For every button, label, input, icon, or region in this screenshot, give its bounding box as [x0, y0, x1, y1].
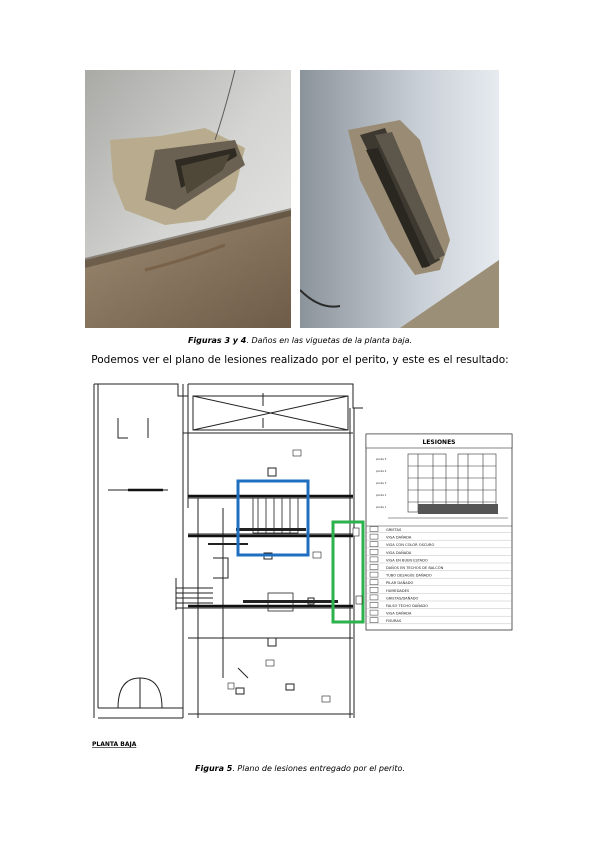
- photo-joist-damage-1: [85, 70, 291, 328]
- figure-5-caption-label: Figura 5: [195, 764, 233, 773]
- damage-legend: [366, 434, 512, 630]
- legend-symbol: [370, 618, 378, 623]
- legend-symbol: [370, 549, 378, 554]
- legend-symbol: [370, 610, 378, 615]
- legend-item-label: PILAR DAÑADO: [386, 581, 414, 586]
- legend-item-label: FALSO TECHO DAÑADO: [386, 604, 429, 608]
- legend-item-label: DAÑOS EN TECHOS DE BALCÓN: [386, 566, 444, 570]
- figures-3-4-caption: [0, 336, 600, 345]
- legend-title: LESIONES: [422, 439, 456, 446]
- svg-text:planta 4: planta 4: [376, 470, 387, 473]
- legend-symbol: [370, 542, 378, 547]
- figures-3-4-caption-text: . Daños en las viguetas de la planta baja.: [246, 336, 413, 345]
- legend-item-label: GRIETAS/DAÑADO: [386, 596, 419, 601]
- legend-symbol: [370, 595, 378, 600]
- legend-item-label: FISURAS: [386, 619, 402, 624]
- damage-floor-plan: [88, 378, 514, 754]
- legend-item-label: GRIETAS: [386, 528, 402, 532]
- plan-label: PLANTA BAJA: [92, 741, 137, 748]
- intro-paragraph: Podemos ver el plano de lesiones realizado por el perito, y este es el resultado:: [91, 354, 509, 366]
- legend-symbol: [370, 580, 378, 585]
- legend-symbol: [370, 603, 378, 608]
- figure-5-caption: [0, 764, 600, 773]
- svg-text:planta 2: planta 2: [376, 494, 387, 497]
- legend-item-label: VIGA CON COLOR OSCURO: [386, 543, 435, 548]
- legend-symbol: [370, 557, 378, 562]
- legend-item-label: VIGA EN BUEN ESTADO: [386, 558, 428, 563]
- legend-symbol: [370, 565, 378, 570]
- legend-item-label: VIGA DAÑADA: [386, 550, 412, 555]
- figures-3-4-caption-label: Figuras 3 y 4: [187, 336, 247, 345]
- legend-symbol: [370, 527, 378, 532]
- legend-symbol: [370, 534, 378, 539]
- legend-item-label: TUBO DESAGÜE DAÑADO: [386, 573, 432, 578]
- figure-5-caption-text: . Plano de lesiones entregado por el perito.: [232, 764, 405, 773]
- svg-text:planta 5: planta 5: [376, 458, 387, 461]
- photo-joist-damage-2: [300, 70, 499, 328]
- legend-item-label: VIGA DAÑADA: [386, 535, 412, 540]
- legend-symbol: [370, 572, 378, 577]
- legend-item-label: HUMEDADES: [386, 588, 410, 593]
- legend-symbol: [370, 587, 378, 592]
- legend-item-label: VIGA DAÑADA: [386, 611, 412, 616]
- svg-text:planta 3: planta 3: [376, 482, 387, 485]
- svg-text:planta 1: planta 1: [376, 506, 387, 509]
